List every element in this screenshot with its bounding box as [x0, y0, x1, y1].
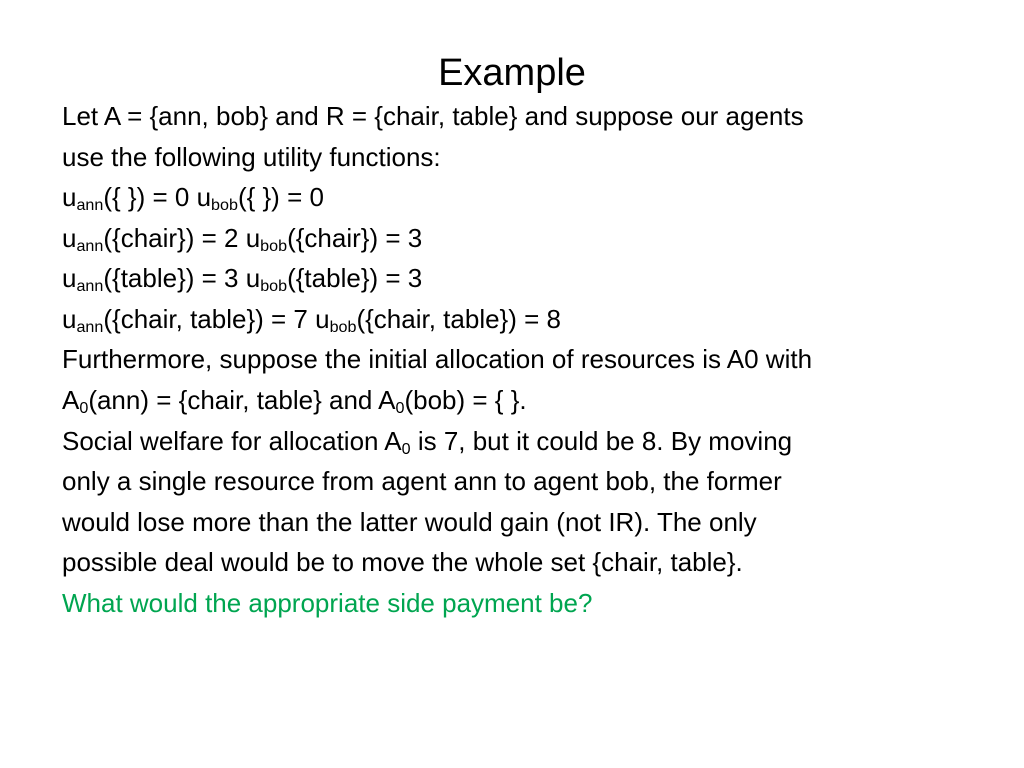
- utility-line-chair-table: [62, 299, 962, 340]
- allocation-symbol: A: [62, 385, 80, 415]
- utility-expression: ({ }) = 0: [237, 182, 324, 212]
- welfare-line-4: possible deal would be to move the whole set {chair, table}.: [62, 547, 743, 577]
- utility-expression: ({chair}) = 3: [287, 222, 423, 253]
- utility-expression: ({table}) = 3: [287, 263, 423, 293]
- agent-subscript: ann: [76, 196, 104, 215]
- utility-line-empty: [62, 177, 962, 218]
- intro-line-1: Let A = {ann, bob} and R = {chair, table} and suppose our agents: [62, 101, 804, 131]
- utility-expression: ({chair, table}) = 7 u: [103, 303, 330, 334]
- utility-expression: ({table}) = 3 u: [103, 263, 261, 293]
- allocation-subscript: 0: [79, 399, 89, 418]
- utility-line-table: [62, 258, 962, 299]
- agent-subscript: ann: [76, 236, 104, 255]
- agent-subscript: ann: [76, 317, 104, 336]
- agent-subscript: ann: [76, 277, 104, 296]
- allocation-subscript: 0: [395, 399, 405, 418]
- utility-expression: ({chair, table}) = 8: [356, 303, 561, 334]
- welfare-line-3: would lose more than the latter would gain (not IR). The only: [62, 506, 757, 537]
- welfare-text: is 7, but it could be 8. By moving: [410, 425, 793, 456]
- agent-subscript: bob: [260, 236, 288, 255]
- welfare-text: Social welfare for allocation A: [62, 425, 402, 456]
- utility-symbol: u: [62, 263, 77, 293]
- utility-symbol: u: [62, 182, 77, 212]
- utility-symbol: u: [62, 303, 77, 334]
- welfare-line-1: [62, 421, 962, 462]
- agent-subscript: bob: [211, 196, 238, 215]
- utility-line-chair: [62, 218, 962, 259]
- allocation-expression: (ann) = {chair, table} and A: [88, 385, 396, 415]
- slide-body: [62, 96, 962, 623]
- slide-title: Example: [438, 52, 586, 94]
- utility-symbol: u: [62, 222, 77, 253]
- allocation-expression: (bob) = { }.: [404, 385, 527, 415]
- agent-subscript: bob: [260, 277, 288, 296]
- allocation-subscript: 0: [401, 439, 411, 458]
- utility-expression: ({ }) = 0 u: [103, 182, 212, 212]
- allocation-definition: [62, 380, 962, 421]
- allocation-intro: Furthermore, suppose the initial allocation of resources is A0 with: [62, 344, 813, 374]
- utility-expression: ({chair}) = 2 u: [103, 222, 261, 253]
- question-line: What would the appropriate side payment be?: [62, 587, 593, 618]
- agent-subscript: bob: [329, 317, 357, 336]
- intro-line-2: use the following utility functions:: [62, 141, 441, 172]
- welfare-line-2: only a single resource from agent ann to agent bob, the former: [62, 466, 782, 496]
